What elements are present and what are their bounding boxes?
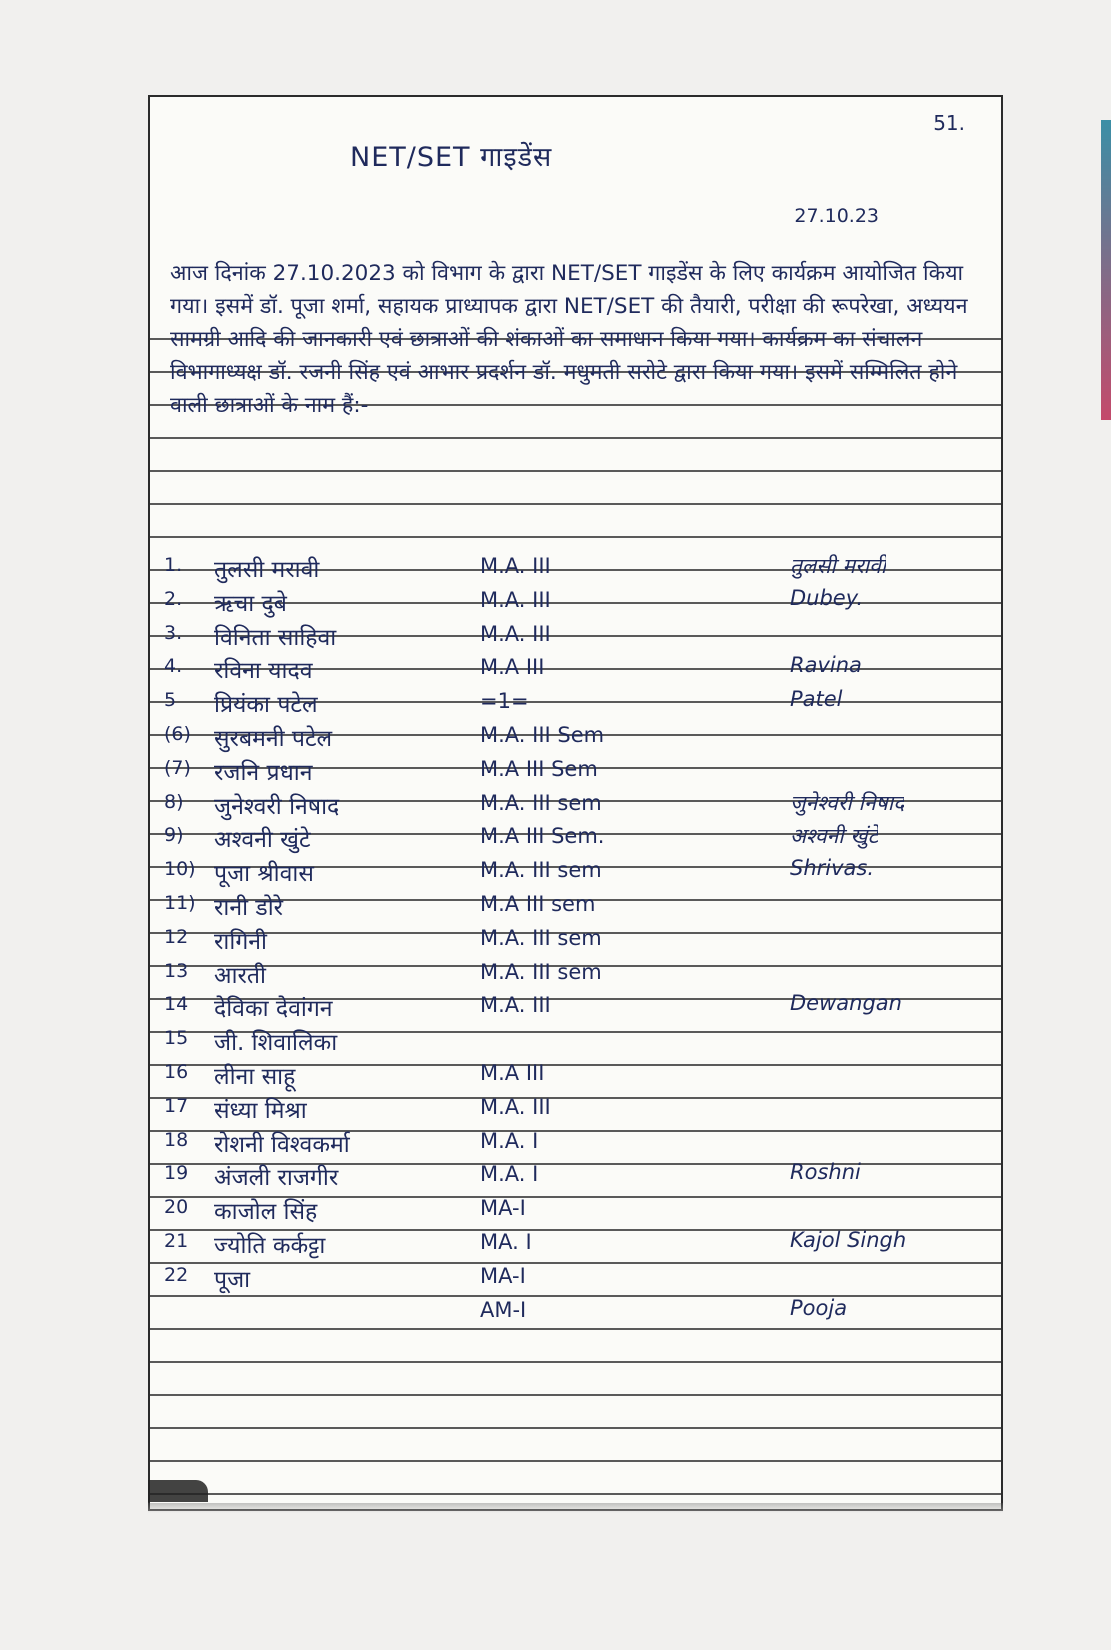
date: 27.10.23 (794, 205, 879, 227)
student-row (150, 1296, 1001, 1329)
student-class: M.A III sem (480, 892, 596, 916)
student-signature: जुनेश्वरी निषाद (790, 790, 905, 815)
student-name: ज्योति कर्कट्टा (214, 1233, 326, 1259)
student-number: 20 (164, 1196, 189, 1219)
student-class: M.A III (480, 655, 545, 680)
student-class: M.A III Sem (480, 756, 598, 781)
student-class: =1= (480, 689, 529, 714)
student-class: M.A. III sem (480, 959, 602, 984)
student-class: AM-I (480, 1297, 527, 1322)
student-signature: तुलसी मरावी (790, 554, 887, 578)
student-row (150, 924, 1001, 957)
student-class: MA-I (480, 1196, 526, 1221)
student-number: 18 (164, 1128, 189, 1151)
student-class: MA. I (480, 1230, 532, 1254)
student-number: 15 (164, 1027, 189, 1050)
student-name: जी. शिवालिका (214, 1030, 338, 1057)
student-row (150, 1262, 1001, 1295)
report-paragraph: आज दिनांक 27.10.2023 को विभाग के द्वारा NET/SET गाइडेंस के लिए कार्यक्रम आयोजित किया गया। इसमें डॉ. पूजा शर्मा, सहायक प्राध्यापक द्वारा NET/SET की तैयारी, परीक्षा की रूपरेखा, अध्ययन सामग्री आदि की जानकारी एवं छात्राओं की शंकाओं का समाधान किया गया। कार्यक्रम का संचालन विभागाध्यक्ष डॉ. रजनी सिंह एवं आभार प्रदर्शन डॉ. मधुमती सरोटे द्वारा किया गया। इसमें सम्मिलित होने वाली छात्राओं के नाम हैं:- (170, 261, 968, 418)
student-row (150, 1059, 1001, 1092)
page-edge-strip (1101, 120, 1111, 420)
student-class: M.A. I (480, 1128, 539, 1153)
student-number: 9) (164, 824, 184, 847)
student-row (150, 721, 1001, 754)
student-row (150, 1127, 1001, 1160)
student-name: देविका देवांगन (214, 996, 333, 1023)
student-row (150, 856, 1001, 889)
student-name: प्रियंका पटेल (214, 692, 318, 719)
student-row (150, 991, 1001, 1024)
page-bottom-shadow (148, 1503, 1003, 1513)
student-row (150, 822, 1001, 855)
student-name: रागिनी (214, 928, 267, 955)
student-name: रोशनी विश्वकर्मा (214, 1131, 350, 1158)
student-row (150, 958, 1001, 991)
student-name: सुरबमनी पटेल (214, 726, 333, 752)
student-class: M.A. III (480, 1094, 551, 1119)
student-name: काजोल सिंह (214, 1199, 318, 1226)
student-name: पूजा (214, 1266, 251, 1293)
student-class: M.A. III (480, 554, 551, 578)
student-class: M.A. III sem (480, 790, 602, 815)
student-row (150, 1228, 1001, 1261)
page-corner-shadow (148, 1480, 208, 1502)
student-row (150, 755, 1001, 788)
page-title: NET/SET गाइडेंस (350, 142, 553, 173)
student-name: रानी डोरे (214, 895, 284, 921)
student-row (150, 890, 1001, 923)
student-signature: Pooja (790, 1295, 848, 1320)
student-signature: Shrivas. (790, 856, 875, 881)
student-name: अश्वनी खुंटे (214, 827, 311, 854)
student-name: विनिता साहिवा (214, 624, 337, 651)
student-signature: Dewangan (790, 991, 902, 1016)
student-class: MA-I (480, 1263, 526, 1288)
student-signature: अश्वनी खुंटे (790, 824, 879, 849)
student-class: M.A. III (480, 587, 551, 612)
student-number: 8) (164, 790, 184, 813)
student-name: रविना यादव (214, 658, 313, 685)
student-class: M.A. III (480, 993, 551, 1018)
student-class: M.A III (480, 1061, 545, 1085)
student-name: तुलसी मरावी (214, 557, 320, 583)
student-name: लीना साहू (214, 1064, 296, 1090)
student-class: M.A. I (480, 1162, 539, 1187)
student-number: 3. (164, 621, 183, 644)
student-number: 10) (164, 858, 196, 881)
student-number: (7) (164, 756, 191, 779)
student-number: 22 (164, 1263, 189, 1286)
student-signature: Kajol Singh (790, 1228, 907, 1252)
student-number: 4. (164, 655, 183, 678)
student-signature: Dubey. (790, 585, 864, 610)
student-number: 21 (164, 1230, 189, 1252)
student-class: M.A. III sem (480, 925, 602, 950)
student-number: 2. (164, 587, 183, 610)
student-name: ऋचा दुबे (214, 590, 287, 617)
student-number: 14 (164, 993, 189, 1016)
page-number: 51. (933, 111, 965, 135)
student-number: 12 (164, 925, 189, 948)
student-class: M.A. III Sem (480, 723, 605, 747)
student-class: M.A. III sem (480, 858, 602, 883)
student-row (150, 1025, 1001, 1058)
student-number: 17 (164, 1094, 189, 1117)
notebook-page (148, 95, 1003, 1511)
student-number: (6) (164, 723, 191, 745)
student-name: जुनेश्वरी निषाद (214, 793, 340, 820)
student-row (150, 586, 1001, 619)
student-number: 5 (164, 689, 177, 712)
student-number: 19 (164, 1162, 189, 1185)
student-signature: Roshni (790, 1160, 861, 1185)
student-name: आरती (214, 962, 266, 989)
student-number: 13 (164, 959, 189, 982)
student-row (150, 789, 1001, 822)
student-row (150, 1194, 1001, 1227)
student-row (150, 1093, 1001, 1126)
student-signature: Ravina (790, 653, 862, 678)
student-row (150, 1160, 1001, 1193)
student-name: पूजा श्रीवास (214, 861, 314, 888)
student-row (150, 620, 1001, 653)
student-class: M.A III Sem. (480, 824, 605, 849)
student-number: 11) (164, 892, 196, 914)
student-row (150, 552, 1001, 585)
student-signature: Patel (790, 687, 843, 712)
student-class: M.A. III (480, 621, 551, 646)
student-row (150, 653, 1001, 686)
student-row (150, 687, 1001, 720)
student-name: रजनि प्रधान (214, 759, 313, 786)
student-name: अंजली राजगीर (214, 1165, 339, 1192)
student-number: 16 (164, 1061, 189, 1083)
student-name: संध्या मिश्रा (214, 1097, 307, 1124)
student-number: 1. (164, 554, 183, 576)
